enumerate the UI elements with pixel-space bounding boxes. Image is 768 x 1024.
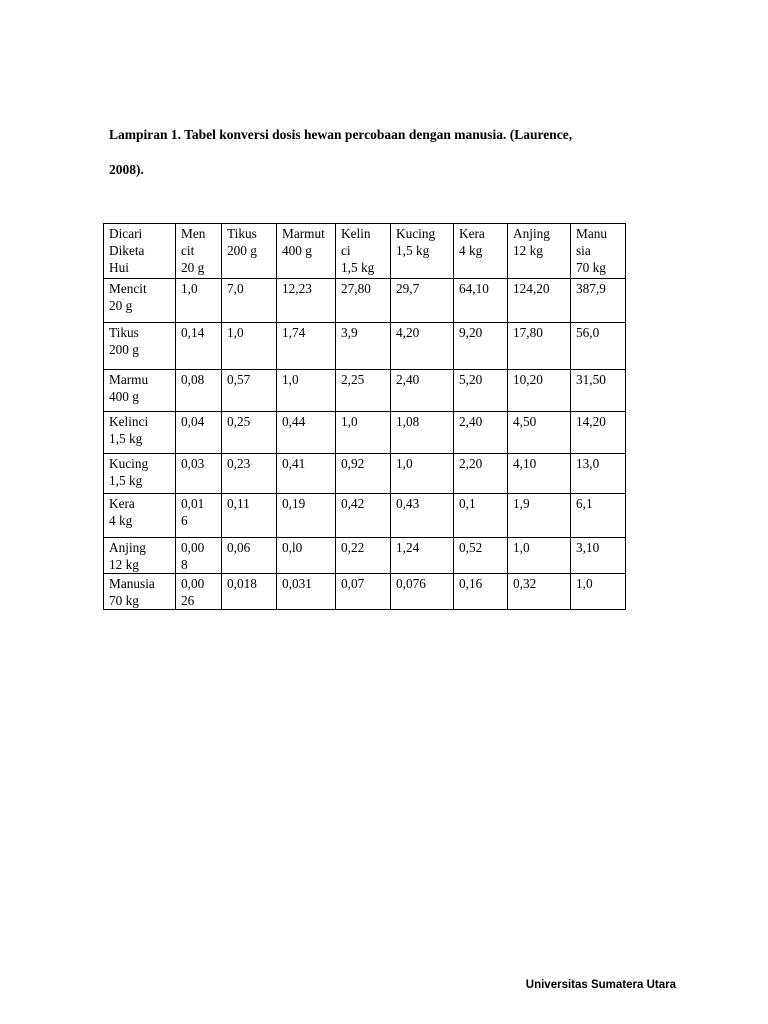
- value-cell: [176, 574, 222, 610]
- cell-text: Kelin ci 1,5 kg: [341, 226, 375, 275]
- value-cell: [508, 224, 571, 279]
- cell-text: 5,20: [459, 372, 483, 387]
- cell-text: 0,41: [282, 456, 306, 471]
- cell-text: Tikus 200 g: [109, 325, 139, 357]
- value-cell: [391, 323, 454, 370]
- value-cell: [391, 494, 454, 538]
- value-cell: [454, 412, 508, 454]
- cell-text: 0,23: [227, 456, 251, 471]
- cell-text: 0,l0: [282, 540, 303, 555]
- value-cell: [222, 454, 277, 494]
- cell-text: 0,42: [341, 496, 365, 511]
- footer-university: Universitas Sumatera Utara: [525, 979, 676, 991]
- value-cell: [176, 454, 222, 494]
- page-title: Lampiran 1. Tabel konversi dosis hewan percobaan dengan manusia. (Laurence,: [109, 127, 573, 142]
- value-cell: [277, 323, 336, 370]
- value-cell: [391, 279, 454, 323]
- value-cell: [454, 323, 508, 370]
- value-cell: [454, 538, 508, 574]
- table-row: [104, 370, 626, 412]
- value-cell: [336, 454, 391, 494]
- cell-text: 1,08: [396, 414, 420, 429]
- table-row: [104, 574, 626, 610]
- value-cell: [571, 370, 626, 412]
- value-cell: [391, 370, 454, 412]
- value-cell: [571, 538, 626, 574]
- cell-text: 56,0: [576, 325, 600, 340]
- cell-text: 1,0: [282, 372, 299, 387]
- cell-text: 0,00 26: [181, 576, 205, 608]
- cell-text: 2,20: [459, 456, 483, 471]
- cell-text: 0,22: [341, 540, 365, 555]
- value-cell: [508, 454, 571, 494]
- value-cell: [336, 224, 391, 279]
- value-cell: [454, 279, 508, 323]
- cell-text: 4,20: [396, 325, 420, 340]
- row-label-cell: [104, 412, 176, 454]
- cell-text: Marmut 400 g: [282, 226, 325, 258]
- cell-text: 0,01 6: [181, 496, 205, 528]
- cell-text: 1,0: [341, 414, 358, 429]
- row-label-cell: [104, 538, 176, 574]
- row-label-cell: [104, 574, 176, 610]
- cell-text: 0,57: [227, 372, 251, 387]
- value-cell: [277, 412, 336, 454]
- cell-text: 31,50: [576, 372, 606, 387]
- value-cell: [391, 454, 454, 494]
- value-cell: [571, 454, 626, 494]
- value-cell: [454, 454, 508, 494]
- value-cell: [222, 224, 277, 279]
- value-cell: [176, 412, 222, 454]
- cell-text: 6,1: [576, 496, 593, 511]
- row-label-cell: [104, 370, 176, 412]
- cell-text: 7,0: [227, 281, 244, 296]
- cell-text: Kucing 1,5 kg: [396, 226, 436, 258]
- cell-text: 2,25: [341, 372, 365, 387]
- cell-text: 0,92: [341, 456, 365, 471]
- value-cell: [391, 412, 454, 454]
- value-cell: [571, 279, 626, 323]
- value-cell: [222, 574, 277, 610]
- value-cell: [336, 538, 391, 574]
- value-cell: [454, 494, 508, 538]
- table-row: [104, 538, 626, 574]
- value-cell: [336, 279, 391, 323]
- value-cell: [222, 538, 277, 574]
- cell-text: Tikus 200 g: [227, 226, 257, 258]
- value-cell: [336, 494, 391, 538]
- value-cell: [222, 279, 277, 323]
- cell-text: 0,076: [396, 576, 426, 591]
- cell-text: 1,0: [576, 576, 593, 591]
- value-cell: [508, 538, 571, 574]
- cell-text: 0,16: [459, 576, 483, 591]
- value-cell: [222, 370, 277, 412]
- cell-text: Kucing 1,5 kg: [109, 456, 149, 488]
- cell-text: 64,10: [459, 281, 489, 296]
- value-cell: [454, 574, 508, 610]
- row-label-cell: [104, 454, 176, 494]
- cell-text: 0,52: [459, 540, 483, 555]
- cell-text: 1,0: [513, 540, 530, 555]
- cell-text: Anjing 12 kg: [513, 226, 550, 258]
- value-cell: [391, 538, 454, 574]
- cell-text: 0,14: [181, 325, 205, 340]
- value-cell: [508, 323, 571, 370]
- cell-text: 12,23: [282, 281, 312, 296]
- value-cell: [277, 494, 336, 538]
- cell-text: 17,80: [513, 325, 543, 340]
- table-row: [104, 412, 626, 454]
- value-cell: [277, 279, 336, 323]
- cell-text: 2,40: [459, 414, 483, 429]
- cell-text: 1,24: [396, 540, 420, 555]
- value-cell: [222, 323, 277, 370]
- value-cell: [571, 323, 626, 370]
- cell-text: 0,1: [459, 496, 476, 511]
- row-label-cell: [104, 224, 176, 279]
- value-cell: [176, 224, 222, 279]
- value-cell: [571, 224, 626, 279]
- value-cell: [336, 323, 391, 370]
- table-row: [104, 279, 626, 323]
- value-cell: [508, 494, 571, 538]
- value-cell: [336, 574, 391, 610]
- cell-text: 0,04: [181, 414, 205, 429]
- dose-conversion-table: [103, 223, 626, 610]
- cell-text: Kelinci 1,5 kg: [109, 414, 149, 446]
- value-cell: [176, 370, 222, 412]
- cell-text: 0,44: [282, 414, 306, 429]
- value-cell: [176, 279, 222, 323]
- cell-text: Anjing 12 kg: [109, 540, 146, 572]
- row-label-cell: [104, 279, 176, 323]
- value-cell: [454, 224, 508, 279]
- value-cell: [508, 279, 571, 323]
- row-label-cell: [104, 323, 176, 370]
- cell-text: Mencit 20 g: [109, 281, 147, 313]
- cell-text: 4,50: [513, 414, 537, 429]
- cell-text: 10,20: [513, 372, 543, 387]
- value-cell: [571, 494, 626, 538]
- value-cell: [277, 538, 336, 574]
- table-row: [104, 323, 626, 370]
- cell-text: 0,031: [282, 576, 312, 591]
- cell-text: 0,03: [181, 456, 205, 471]
- cell-text: 0,32: [513, 576, 537, 591]
- cell-text: 1,0: [396, 456, 413, 471]
- cell-text: 1,74: [282, 325, 306, 340]
- cell-text: 9,20: [459, 325, 483, 340]
- value-cell: [571, 574, 626, 610]
- cell-text: 2,40: [396, 372, 420, 387]
- value-cell: [391, 224, 454, 279]
- cell-text: Kera 4 kg: [109, 496, 135, 528]
- table-row: [104, 494, 626, 538]
- cell-text: Manu sia 70 kg: [576, 226, 608, 275]
- value-cell: [277, 574, 336, 610]
- cell-text: 387,9: [576, 281, 606, 296]
- cell-text: Marmu 400 g: [109, 372, 149, 404]
- cell-text: Kera 4 kg: [459, 226, 485, 258]
- value-cell: [571, 412, 626, 454]
- cell-text: 0,018: [227, 576, 257, 591]
- cell-text: 0,11: [227, 496, 250, 511]
- cell-text: 1,9: [513, 496, 530, 511]
- cell-text: 4,10: [513, 456, 537, 471]
- cell-text: 3,9: [341, 325, 358, 340]
- cell-text: 27,80: [341, 281, 371, 296]
- cell-text: 0,08: [181, 372, 205, 387]
- cell-text: 0,06: [227, 540, 251, 555]
- cell-text: 1,0: [181, 281, 198, 296]
- cell-text: Manusia 70 kg: [109, 576, 155, 608]
- cell-text: 124,20: [513, 281, 550, 296]
- table-header-row: [104, 224, 626, 279]
- value-cell: [336, 412, 391, 454]
- page-title-year: 2008).: [109, 162, 144, 177]
- value-cell: [176, 494, 222, 538]
- table-row: [104, 454, 626, 494]
- cell-text: 1,0: [227, 325, 244, 340]
- value-cell: [176, 538, 222, 574]
- value-cell: [454, 370, 508, 412]
- cell-text: 0,19: [282, 496, 306, 511]
- row-label-cell: [104, 494, 176, 538]
- value-cell: [508, 412, 571, 454]
- cell-text: 0,43: [396, 496, 420, 511]
- value-cell: [277, 224, 336, 279]
- value-cell: [277, 370, 336, 412]
- value-cell: [391, 574, 454, 610]
- value-cell: [336, 370, 391, 412]
- cell-text: Men cit 20 g: [181, 226, 206, 275]
- cell-text: 14,20: [576, 414, 606, 429]
- cell-text: 29,7: [396, 281, 420, 296]
- value-cell: [508, 370, 571, 412]
- value-cell: [277, 454, 336, 494]
- value-cell: [508, 574, 571, 610]
- cell-text: 13,0: [576, 456, 600, 471]
- value-cell: [222, 494, 277, 538]
- cell-text: 3,10: [576, 540, 600, 555]
- value-cell: [176, 323, 222, 370]
- cell-text: 0,25: [227, 414, 251, 429]
- value-cell: [222, 412, 277, 454]
- cell-text: Dicari Diketa Hui: [109, 226, 145, 275]
- cell-text: 0,07: [341, 576, 365, 591]
- cell-text: 0,00 8: [181, 540, 205, 572]
